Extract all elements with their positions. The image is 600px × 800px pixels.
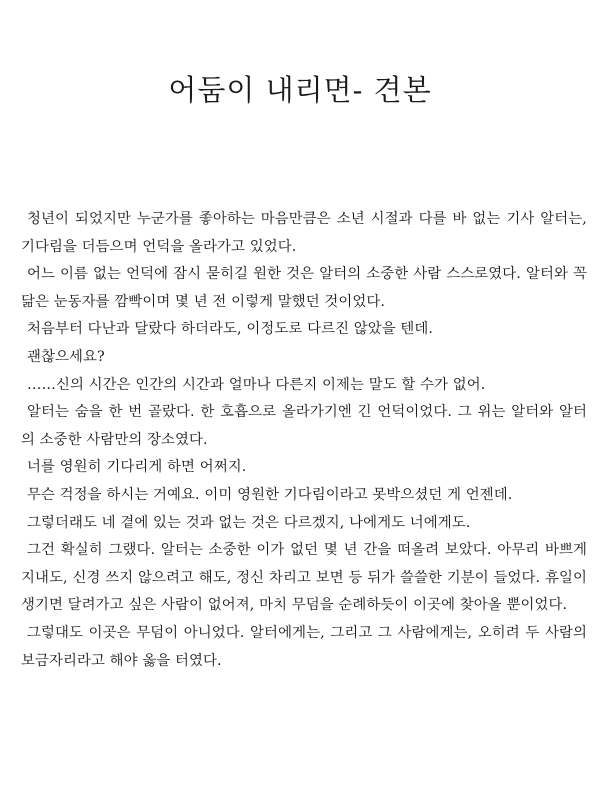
paragraph: ……신의 시간은 인간의 시간과 얼마나 다른지 이제는 말도 할 수가 없어. (27, 376, 486, 393)
paragraph: 처음부터 다난과 달랐다 하더라도, 이정도로 다르진 않았을 텐데. (27, 321, 434, 338)
document-title: 어둠이 내리면- 견본 (168, 73, 432, 107)
paragraph: 그렇대도 이곳은 무덤이 아니었다. 알터에게는, 그리고 그 사람에게는, 오히려 두 사람의 보금자리라고 해야 옳을 터였다. (21, 624, 587, 669)
paragraph: 괜찮으세요? (27, 348, 105, 365)
paragraph: 알터는 숨을 한 번 골랐다. 한 호흡으로 올라가기엔 긴 언덕이었다. 그 위는 알터와 알터의 소중한 사람만의 장소였다. (21, 404, 587, 448)
paragraph: 어느 이름 없는 언덕에 잠시 묻히길 원한 것은 알터의 소중한 사람 스스로였다. 알터와 꼭 닮은 눈동자를 깜빡이며 몇 년 전 이렇게 말했던 것이었다. (21, 266, 587, 310)
paragraph: 청년이 되었지만 누군가를 좋아하는 마음만큼은 소년 시절과 다를 바 없는 기사 알터는, 기다림을 더듬으며 언덕을 올라가고 있었다. (21, 211, 587, 255)
paragraph: 그건 확실히 그랬다. 알터는 소중한 이가 없던 몇 년 간을 떠올려 보았다. 아무리 바쁘게 지내도, 신경 쓰지 않으려고 해도, 정신 차리고 보면 등 뒤가 쓸쓸한 기분이 들었다. 휴일이 생기면 달려가고 싶은 사람이 없어져, 마치 무덤을 순례하듯이 이곳에 찾아올 뿐이었다. (21, 542, 587, 614)
document-body (21, 206, 587, 675)
paragraph: 무슨 걱정을 하시는 거예요. 이미 영원한 기다림이라고 못박으셨던 게 언젠데. (27, 486, 513, 503)
paragraph: 너를 영원히 기다리게 하면 어쩌지. (27, 459, 247, 476)
paragraph: 그렇더래도 네 곁에 있는 것과 없는 것은 다르겠지, 나에게도 너에게도. (27, 514, 471, 531)
